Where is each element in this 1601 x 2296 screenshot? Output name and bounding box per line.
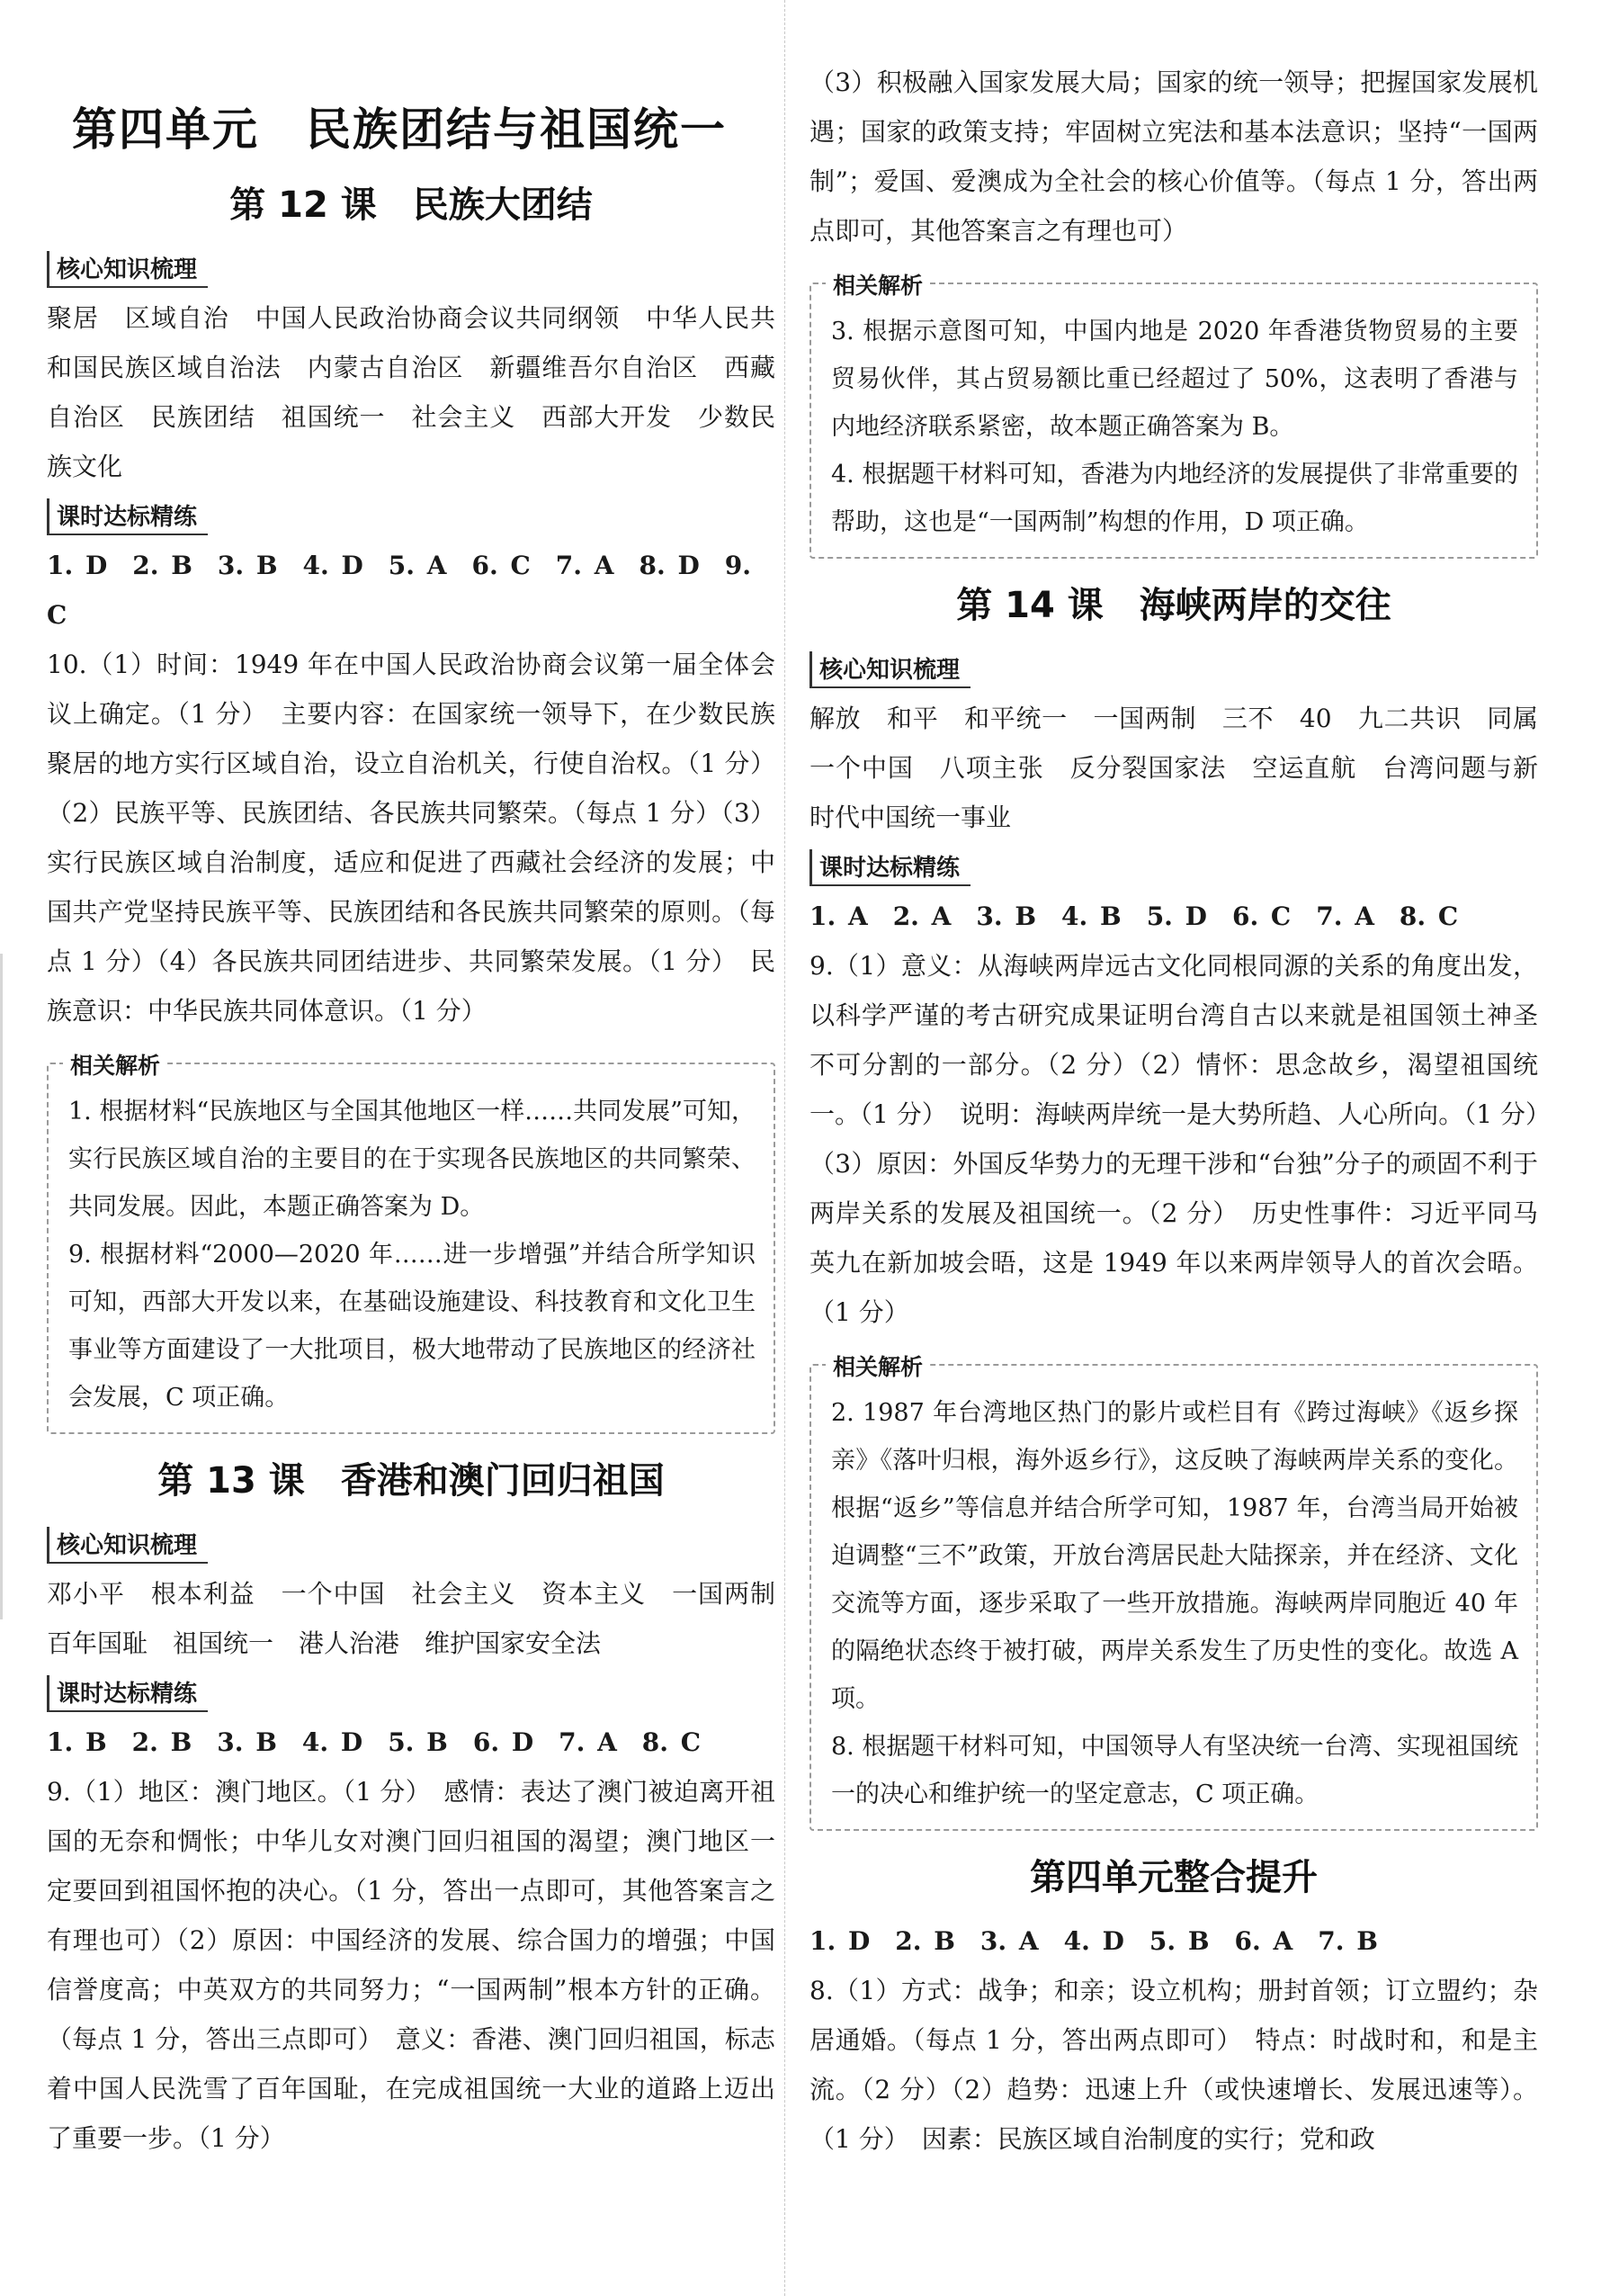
lesson-14-core-text: 解放 和平 和平统一 一国两制 三不 40 九二共识 同属一个中国 八项主张 反分裂国家法 空运直航 台湾问题与新时代中国统一事业 [809, 704, 1538, 832]
unit-4-review-title: 第四单元整合提升 [1030, 1857, 1318, 1898]
lesson-13-analysis-box [809, 273, 1538, 559]
lesson-12-q10: 10.（1）时间：1949 年在中国人民政治协商会议第一届全体会议上确定。（1 分） 主要内容：在国家统一领导下，在少数民族聚居的地方实行区域自治，设立自治机关，行使自治权。（1 分）（2）民族平等、民族团结、各民族共同繁荣。（每点 1 分）（3）实行民族区域自治制度，适应和促进了西藏社会经济的发展；中国共产党坚持民族平等、民族团结和各民族共同繁荣的原则。（每点 1 分）（4）各民族共同团结进步、共同繁荣发展。（1 分） 民族意识：中华民族共同体意识。（1 分） [47, 650, 775, 1026]
lesson-12-analysis-box [47, 1053, 775, 1434]
lesson-14-analysis-2: 2. 1987 年台湾地区热门的影片或栏目有《跨过海峡》《返乡探亲》《落叶归根，海外返乡行》，这反映了海峡两岸关系的变化。根据“返乡”等信息并结合所学可知，1987 年，台湾当局开始被迫调整“三不”政策，开放台湾居民赴大陆探亲，并在经济、文化交流等方面，逐步采取了一些开放措施。海峡两岸同胞近 40 年的隔绝状态终于被打破，两岸关系发生了历史性的变化。故选 A 项。 [831, 1399, 1518, 1713]
lesson-13-title: 第 13 课 香港和澳门回归祖国 [157, 1460, 665, 1502]
lesson-12-analysis-label: 相关解析 [63, 1048, 167, 1081]
lesson-12-analysis-1: 1. 根据材料“民族地区与全国其他地区一样……共同发展”可知，实行民族区域自治的主要目的在于实现各民族地区的共同繁荣、共同发展。因此，本题正确答案为 D。 [68, 1098, 756, 1221]
binding-margin [0, 954, 15, 1619]
unit-4-review-q8: 8.（1）方式：战争；和亲；设立机构；册封首领；订立盟约；杂居通婚。（每点 1 分，答出两点即可） 特点：时战时和，和是主流。（2 分）（2）趋势：迅速上升（或快速增长、发展迅速等）。（1 分） 因素：民族区域自治制度的实行；党和政 [809, 1976, 1538, 2154]
lesson-13-q9: 9.（1）地区：澳门地区。（1 分） 感情：表达了澳门被迫离开祖国的无奈和惆怅；中华儿女对澳门回归祖国的渴望；澳门地区一定要回到祖国怀抱的决心。（1 分，答出一点即可，其他答案言之有理也可）（2）原因：中国经济的发展、综合国力的增强；中国信誉度高；中英双方的共同努力；“一国两制”根本方针的正确。（每点 1 分，答出三点即可） 意义：香港、澳门回归祖国，标志着中国人民洗雪了百年国耻，在完成祖国统一大业的道路上迈出了重要一步。（1 分） [47, 1777, 775, 2153]
lesson-12-analysis-9: 9. 根据材料“2000—2020 年……进一步增强”并结合所学知识可知，西部大开发以来，在基础设施建设、科技教育和文化卫生事业等方面建设了一大批项目，极大地带动了民族地区的经济社会发展，C 项正确。 [68, 1241, 756, 1412]
lesson-14-analysis-label: 相关解析 [826, 1350, 930, 1382]
unit-4-review-answers: 1. D 2. B 3. A 4. D 5. B 6. A 7. B [809, 1926, 1378, 1956]
lesson-14-core-label: 核心知识梳理 [809, 651, 970, 688]
lesson-12-answers: 1. D 2. B 3. B 4. D 5. A 6. C 7. A 8. D 9. C [47, 551, 751, 630]
lesson-13-practice-label: 课时达标精练 [47, 1675, 208, 1712]
lesson-13-analysis-label: 相关解析 [826, 268, 930, 300]
right-column [809, 58, 1538, 2164]
lesson-14-practice-label: 课时达标精练 [809, 849, 970, 886]
left-column [47, 54, 801, 2163]
lesson-13-core-label: 核心知识梳理 [47, 1527, 208, 1564]
lesson-13-core-text: 邓小平 根本利益 一个中国 社会主义 资本主义 一国两制 百年国耻 祖国统一 港人治港 维护国家安全法 [47, 1579, 801, 1658]
column-divider [784, 0, 785, 2296]
lesson-13-analysis-4: 4. 根据题干材料可知，香港为内地经济的发展提供了非常重要的帮助，这也是“一国两制”构想的作用，D 项正确。 [831, 461, 1518, 536]
lesson-12-title: 第 12 课 民族大团结 [229, 184, 593, 226]
lesson-14-title: 第 14 课 海峡两岸的交往 [956, 585, 1391, 626]
lesson-12-core-text: 聚居 区域自治 中国人民政治协商会议共同纲领 中华人民共和国民族区域自治法 内蒙古自治区 新疆维吾尔自治区 西藏自治区 民族团结 祖国统一 社会主义 西部大开发 少数民族文化 [47, 303, 775, 481]
lesson-13-answers: 1. B 2. B 3. B 4. D 5. B 6. D 7. A 8. C [47, 1727, 702, 1757]
lesson-12-core-label: 核心知识梳理 [47, 251, 208, 288]
lesson-12-practice-label: 课时达标精练 [47, 498, 208, 535]
lesson-13-q9-continued: （3）积极融入国家发展大局；国家的统一领导；把握国家发展机遇；国家的政策支持；牢固树立宪法和基本法意识；坚持“一国两制”；爱国、爱澳成为全社会的核心价值等。（每点 1 分，答出两点即可，其他答案言之有理也可） [809, 67, 1538, 246]
lesson-14-analysis-8: 8. 根据题干材料可知，中国领导人有坚决统一台湾、实现祖国统一的决心和维护统一的坚定意志，C 项正确。 [831, 1733, 1518, 1808]
lesson-13-analysis-3: 3. 根据示意图可知，中国内地是 2020 年香港货物贸易的主要贸易伙伴，其占贸易额比重已经超过了 50%，这表明了香港与内地经济联系紧密，故本题正确答案为 B。 [831, 318, 1518, 441]
lesson-14-q9: 9.（1）意义：从海峡两岸远古文化同根同源的关系的角度出发，以科学严谨的考古研究成果证明台湾自古以来就是祖国领土神圣不可分割的一部分。（2 分）（2）情怀：思念故乡，渴望祖国统一。（1 分） 说明：海峡两岸统一是大势所趋、人心所向。（1 分）（3）原因：外国反华势力的无理干涉和“台独”分子的顽固不利于两岸关系的发展及祖国统一。（2 分） 历史性事件：习近平同马英九在新加坡会晤，这是 1949 年以来两岸领导人的首次会晤。（1 分） [809, 951, 1538, 1327]
unit-title: 第四单元 民族团结与祖国统一 [72, 103, 727, 156]
lesson-14-answers: 1. A 2. A 3. B 4. B 5. D 6. C 7. A 8. C [809, 901, 1459, 931]
lesson-14-analysis-box [809, 1354, 1538, 1831]
